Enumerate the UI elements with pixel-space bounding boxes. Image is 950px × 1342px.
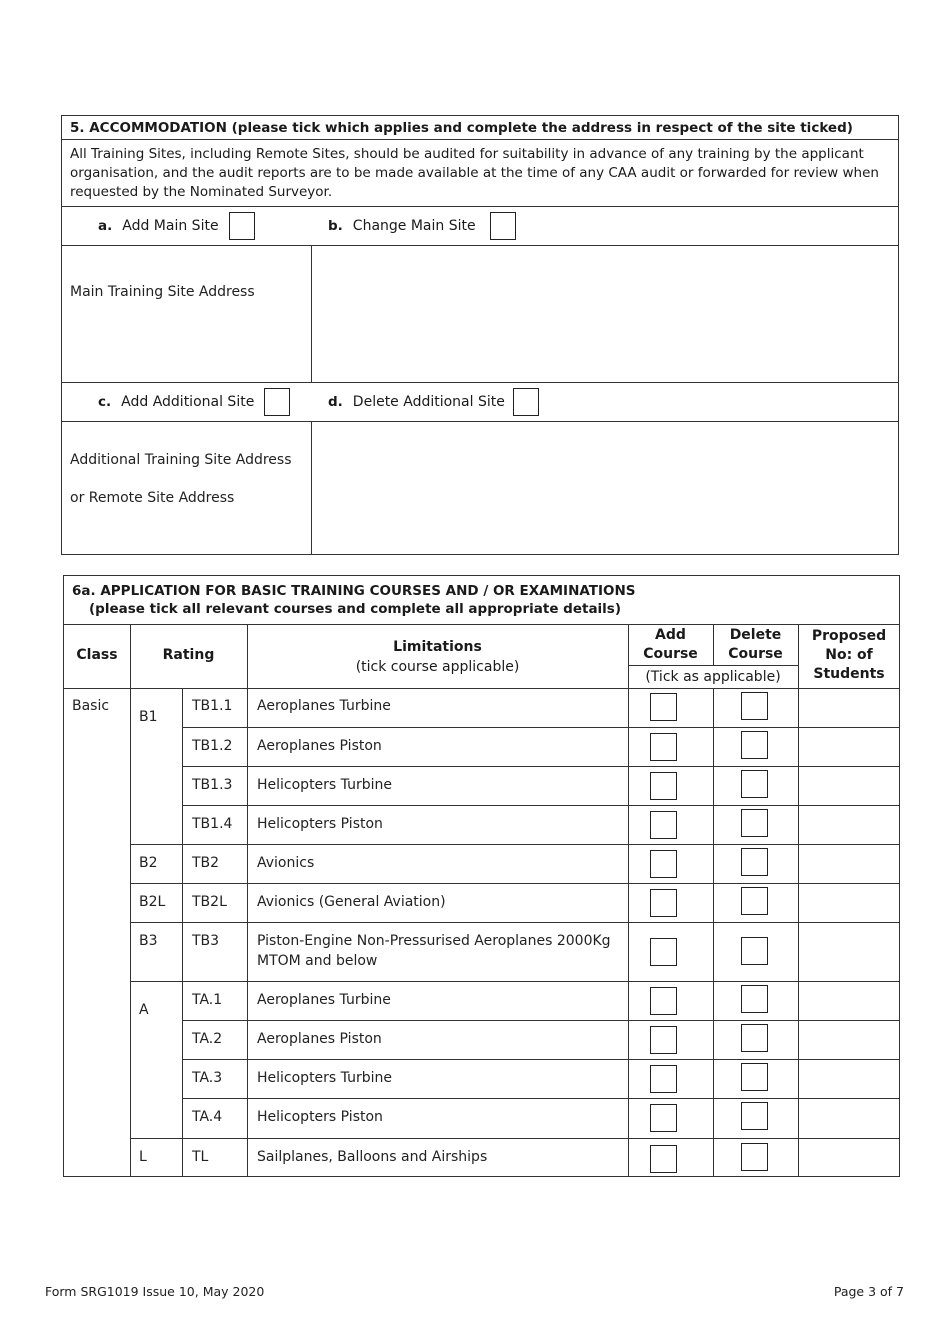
additional-address-label-line2: or Remote Site Address [70,490,235,506]
rating-code: TB1.1 [192,698,233,714]
add-course-checkbox[interactable] [650,889,677,917]
header-limitations-sub: (tick course applicable) [355,659,520,675]
delete-course-checkbox[interactable] [741,1143,768,1171]
header-proposed-line3: Students [813,666,885,682]
basic-training-section [63,575,900,1177]
rating-code: TB1.4 [192,816,233,832]
header-proposed-students [798,625,900,688]
additional-site-address-row [62,422,898,554]
limitation-text: Aeroplanes Piston [257,1031,382,1047]
limitation-text: Avionics [257,855,315,871]
limitation-text: Helicopters Piston [257,816,383,832]
page-number: Page 3 of 7 [833,1284,904,1299]
rating-code: TB3 [192,933,220,949]
limitation-text-line2: MTOM and below [257,953,378,969]
delete-course-checkbox[interactable] [741,1063,768,1091]
add-course-checkbox[interactable] [650,1104,677,1132]
rating-code: TL [192,1149,209,1165]
main-site-options-row [62,207,898,246]
header-delete-course [713,625,798,665]
option-delete-additional-site [328,383,539,421]
title-line2: (please tick all relevant courses and complete all appropriate details) [89,601,622,617]
rating-code: TA.4 [192,1109,223,1125]
proposed-students-column[interactable] [799,689,900,1177]
class-value: Basic [72,698,110,714]
header-delete-line2: Course [728,646,783,662]
header-delete-line1: Delete [729,627,782,643]
additional-site-options-row [62,383,898,422]
add-course-checkbox[interactable] [650,850,677,878]
header-class: Class [76,647,118,663]
add-course-checkbox[interactable] [650,1145,677,1173]
header-add-course [628,625,713,665]
delete-course-checkbox[interactable] [741,809,768,837]
add-main-site-checkbox[interactable] [229,212,255,240]
option-label: Add Additional Site [121,394,255,410]
option-label: Change Main Site [352,218,476,234]
rating-group-b1: B1 [139,709,158,725]
add-course-checkbox[interactable] [650,693,677,721]
delete-additional-site-checkbox[interactable] [513,388,539,416]
delete-course-checkbox[interactable] [741,937,768,965]
delete-course-checkbox[interactable] [741,770,768,798]
delete-course-checkbox[interactable] [741,692,768,720]
limitation-text: Aeroplanes Piston [257,738,382,754]
additional-site-address-label [62,422,312,554]
rating-code: TA.2 [192,1031,223,1047]
header-add-line2: Course [643,646,698,662]
delete-course-checkbox[interactable] [741,887,768,915]
limitation-text: Helicopters Turbine [257,1070,392,1086]
main-site-address-row [62,246,898,383]
rating-group-b2: B2 [139,855,158,871]
limitation-text: Piston-Engine Non-Pressurised Aeroplanes 2000Kg [257,933,611,949]
rating-code: TA.3 [192,1070,223,1086]
delete-course-checkbox[interactable] [741,731,768,759]
main-site-address-field[interactable] [313,246,898,382]
header-add-line1: Add [655,627,686,643]
add-course-checkbox[interactable] [650,987,677,1015]
rating-group-l: L [139,1149,147,1165]
limitation-text: Helicopters Piston [257,1109,383,1125]
add-course-checkbox[interactable] [650,733,677,761]
rating-group-a: A [139,1002,149,1018]
header-limitations [247,625,628,688]
basic-training-title [64,576,899,625]
add-course-checkbox[interactable] [650,938,677,966]
rating-code: TB1.2 [192,738,233,754]
rating-group-b3: B3 [139,933,158,949]
accommodation-section [61,115,899,555]
option-label: Add Main Site [122,218,219,234]
rating-group-b2l: B2L [139,894,166,910]
option-letter: a. [98,218,113,234]
option-letter: c. [98,394,112,410]
add-course-checkbox[interactable] [650,772,677,800]
option-add-additional-site [98,383,290,421]
header-rating: Rating [162,647,215,663]
change-main-site-checkbox[interactable] [490,212,516,240]
option-add-main-site [98,207,255,245]
option-letter: b. [328,218,343,234]
additional-site-address-field[interactable] [313,422,898,554]
header-tick-note: (Tick as applicable) [645,669,781,685]
main-site-address-label: Main Training Site Address [62,246,312,382]
header-proposed-line2: No: of [825,647,873,663]
accommodation-title: 5. ACCOMMODATION (please tick which applies and complete the address in respect of the site ticked) [62,116,898,140]
accommodation-description: All Training Sites, including Remote Sites, should be audited for suitability in advance of any training by the applicant organisation, and the audit reports are to be made available at the time of any CAA audit or forwarded for review when requested by the Nominated Surveyor. [62,140,898,207]
option-change-main-site [328,207,516,245]
add-course-checkbox[interactable] [650,811,677,839]
delete-course-checkbox[interactable] [741,1102,768,1130]
add-course-checkbox[interactable] [650,1026,677,1054]
rating-code: TB2 [192,855,220,871]
header-proposed-line1: Proposed [811,628,887,644]
delete-course-checkbox[interactable] [741,848,768,876]
limitation-text: Avionics (General Aviation) [257,894,446,910]
limitation-text: Helicopters Turbine [257,777,392,793]
rating-code: TB1.3 [192,777,233,793]
additional-address-label-line1: Additional Training Site Address [70,452,292,468]
title-line1: 6a. APPLICATION FOR BASIC TRAINING COURSES AND / OR EXAMINATIONS [72,583,636,599]
form-id: Form SRG1019 Issue 10, May 2020 [45,1284,265,1299]
rating-code: TB2L [192,894,227,910]
delete-course-checkbox[interactable] [741,1024,768,1052]
limitation-text: Sailplanes, Balloons and Airships [257,1149,488,1165]
delete-course-checkbox[interactable] [741,985,768,1013]
limitation-text: Aeroplanes Turbine [257,698,391,714]
add-additional-site-checkbox[interactable] [264,388,290,416]
limitation-text: Aeroplanes Turbine [257,992,391,1008]
rating-code: TA.1 [192,992,223,1008]
option-letter: d. [328,394,343,410]
header-limitations-title: Limitations [393,639,482,655]
option-label: Delete Additional Site [352,394,505,410]
add-course-checkbox[interactable] [650,1065,677,1093]
